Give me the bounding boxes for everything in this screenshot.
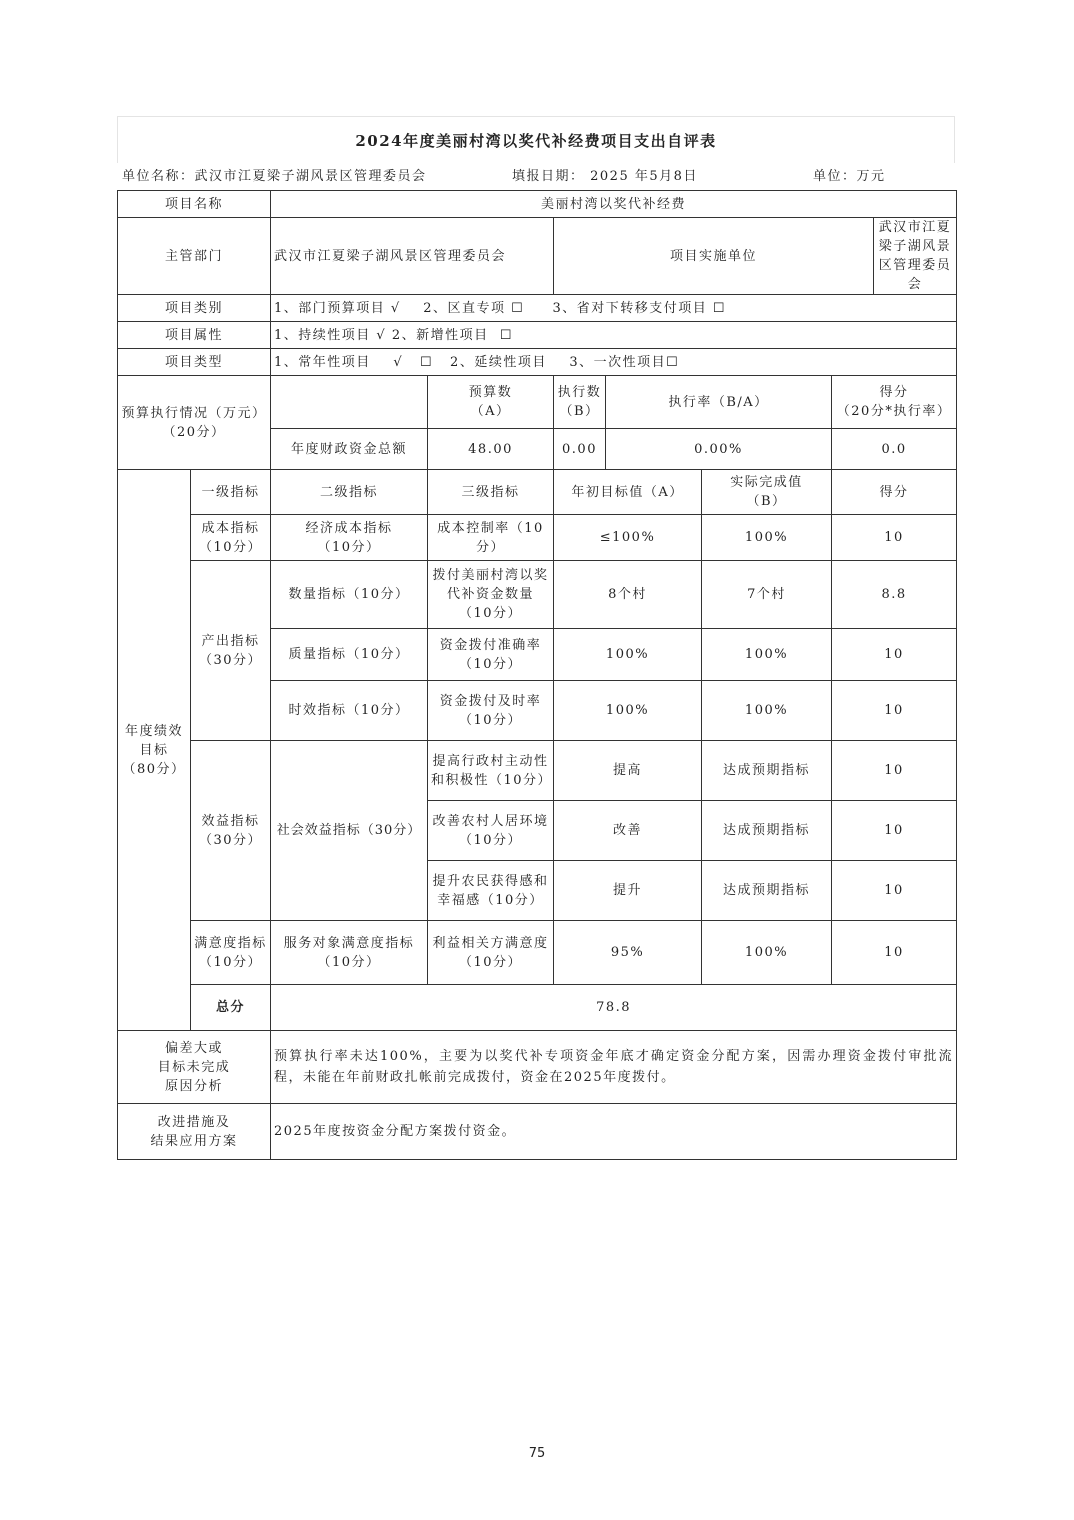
attribute-options: 1、持续性项目 √ 2、新增性项目 ☐ (271, 322, 957, 349)
total-row (118, 985, 957, 1031)
impl-unit-label: 项目实施单位 (554, 218, 874, 295)
improve-row (118, 1104, 957, 1160)
unit-label: 单位：万元 (813, 169, 886, 184)
form-title: 2024年度美丽村湾以奖代补经费项目支出自评表 (117, 116, 955, 163)
table-row (118, 561, 957, 629)
b1-l3: 提高行政村主动性和积极性（10分） (428, 741, 554, 801)
output-l1: 产出指标 （30分） (191, 561, 271, 741)
benefit-l1: 效益指标 （30分） (191, 741, 271, 921)
deviation-label: 偏差大或 目标未完成 原因分析 (118, 1031, 271, 1104)
improve-text: 2025年度按资金分配方案拨付资金。 (271, 1104, 957, 1160)
deviation-row (118, 1031, 957, 1104)
qty-l3: 拨付美丽村湾以奖代补资金数量（10分） (428, 561, 554, 629)
type-row (118, 349, 957, 376)
perf-header-row (118, 470, 957, 515)
rate-value: 0.00% (606, 429, 832, 470)
qty-l2: 数量指标（10分） (271, 561, 428, 629)
b2-target: 改善 (554, 801, 702, 861)
exec-value: 0.00 (554, 429, 606, 470)
budget-row-label: 年度财政资金总额 (271, 429, 428, 470)
table-row (118, 921, 957, 985)
sat-l1: 满意度指标 （10分） (191, 921, 271, 985)
department-row (118, 218, 957, 295)
improve-label: 改进措施及 结果应用方案 (118, 1104, 271, 1160)
cost-target: ≤100% (554, 515, 702, 561)
time-l3: 资金拨付及时率 （10分） (428, 681, 554, 741)
impl-unit-value: 武汉市江夏梁子湖风景区管理委员会 (874, 218, 957, 295)
sat-l3: 利益相关方满意度（10分） (428, 921, 554, 985)
dept-label: 主管部门 (118, 218, 271, 295)
b2-actual: 达成预期指标 (702, 801, 832, 861)
time-l2: 时效指标（10分） (271, 681, 428, 741)
b3-actual: 达成预期指标 (702, 861, 832, 921)
unit-name: 单位名称：武汉市江夏梁子湖风景区管理委员会 (122, 169, 427, 184)
category-row (118, 295, 957, 322)
b3-score: 10 (832, 861, 957, 921)
budget-col-score: 得分 （20分*执行率） (832, 376, 957, 429)
b2-score: 10 (832, 801, 957, 861)
perf-header-l3: 三级指标 (428, 470, 554, 515)
cost-l1: 成本指标 （10分） (191, 515, 271, 561)
budget-col-a: 预算数 （A） (428, 376, 554, 429)
project-name-value: 美丽村湾以奖代补经费 (271, 191, 957, 218)
fill-date: 填报日期： 2025 年5月8日 (512, 169, 698, 184)
social-l2: 社会效益指标（30分） (271, 741, 428, 921)
b1-score: 10 (832, 741, 957, 801)
time-target: 100% (554, 681, 702, 741)
perf-header-l1: 一级指标 (191, 470, 271, 515)
b1-actual: 达成预期指标 (702, 741, 832, 801)
cost-score: 10 (832, 515, 957, 561)
budget-label: 预算执行情况（万元） （20分） (118, 376, 271, 470)
attribute-label: 项目属性 (118, 322, 271, 349)
table-row (118, 741, 957, 801)
sat-actual: 100% (702, 921, 832, 985)
budget-score-value: 0.0 (832, 429, 957, 470)
table-row (118, 515, 957, 561)
qty-score: 8.8 (832, 561, 957, 629)
qual-l2: 质量指标（10分） (271, 629, 428, 681)
budget-blank-cell (271, 376, 428, 429)
qual-target: 100% (554, 629, 702, 681)
cost-actual: 100% (702, 515, 832, 561)
qty-actual: 7个村 (702, 561, 832, 629)
deviation-text: 预算执行率未达100%，主要为以奖代补专项资金年底才确定资金分配方案，因需办理资金拨付审批流程，未能在年前财政扎帐前完成拨付，资金在2025年度拨付。 (271, 1031, 957, 1104)
total-value: 78.8 (271, 985, 957, 1031)
qual-actual: 100% (702, 629, 832, 681)
perf-header-l2: 二级指标 (271, 470, 428, 515)
category-options: 1、部门预算项目 √ 2、区直专项 ☐ 3、省对下转移支付项目 ☐ (271, 295, 957, 322)
sat-target: 95% (554, 921, 702, 985)
type-label: 项目类型 (118, 349, 271, 376)
perf-header-target: 年初目标值（A） (554, 470, 702, 515)
b1-target: 提高 (554, 741, 702, 801)
time-actual: 100% (702, 681, 832, 741)
sat-l2: 服务对象满意度指标（10分） (271, 921, 428, 985)
project-name-label: 项目名称 (118, 191, 271, 218)
time-score: 10 (832, 681, 957, 741)
total-label: 总分 (191, 985, 271, 1031)
b3-l3: 提升农民获得感和幸福感（10分） (428, 861, 554, 921)
qual-l3: 资金拨付准确率 （10分） (428, 629, 554, 681)
cost-l2: 经济成本指标 （10分） (271, 515, 428, 561)
b3-target: 提升 (554, 861, 702, 921)
type-options: 1、常年性项目 √ ☐ 2、延续性项目 3、一次性项目☐ (271, 349, 957, 376)
budget-col-rate: 执行率（B/A） (606, 376, 832, 429)
qual-score: 10 (832, 629, 957, 681)
qty-target: 8个村 (554, 561, 702, 629)
sat-score: 10 (832, 921, 957, 985)
category-label: 项目类别 (118, 295, 271, 322)
dept-value: 武汉市江夏梁子湖风景区管理委员会 (271, 218, 554, 295)
budget-value: 48.00 (428, 429, 554, 470)
page-number: 75 (528, 1446, 546, 1461)
evaluation-table (117, 190, 957, 1160)
attribute-row (118, 322, 957, 349)
perf-header-actual: 实际完成值 （B） (702, 470, 832, 515)
budget-header-row (118, 376, 957, 429)
cost-l3: 成本控制率（10分） (428, 515, 554, 561)
perf-section-label: 年度绩效目标 （80分） (118, 470, 191, 1031)
perf-header-score: 得分 (832, 470, 957, 515)
project-name-row (118, 191, 957, 218)
b2-l3: 改善农村人居环境（10分） (428, 801, 554, 861)
budget-col-b: 执行数（B） (554, 376, 606, 429)
